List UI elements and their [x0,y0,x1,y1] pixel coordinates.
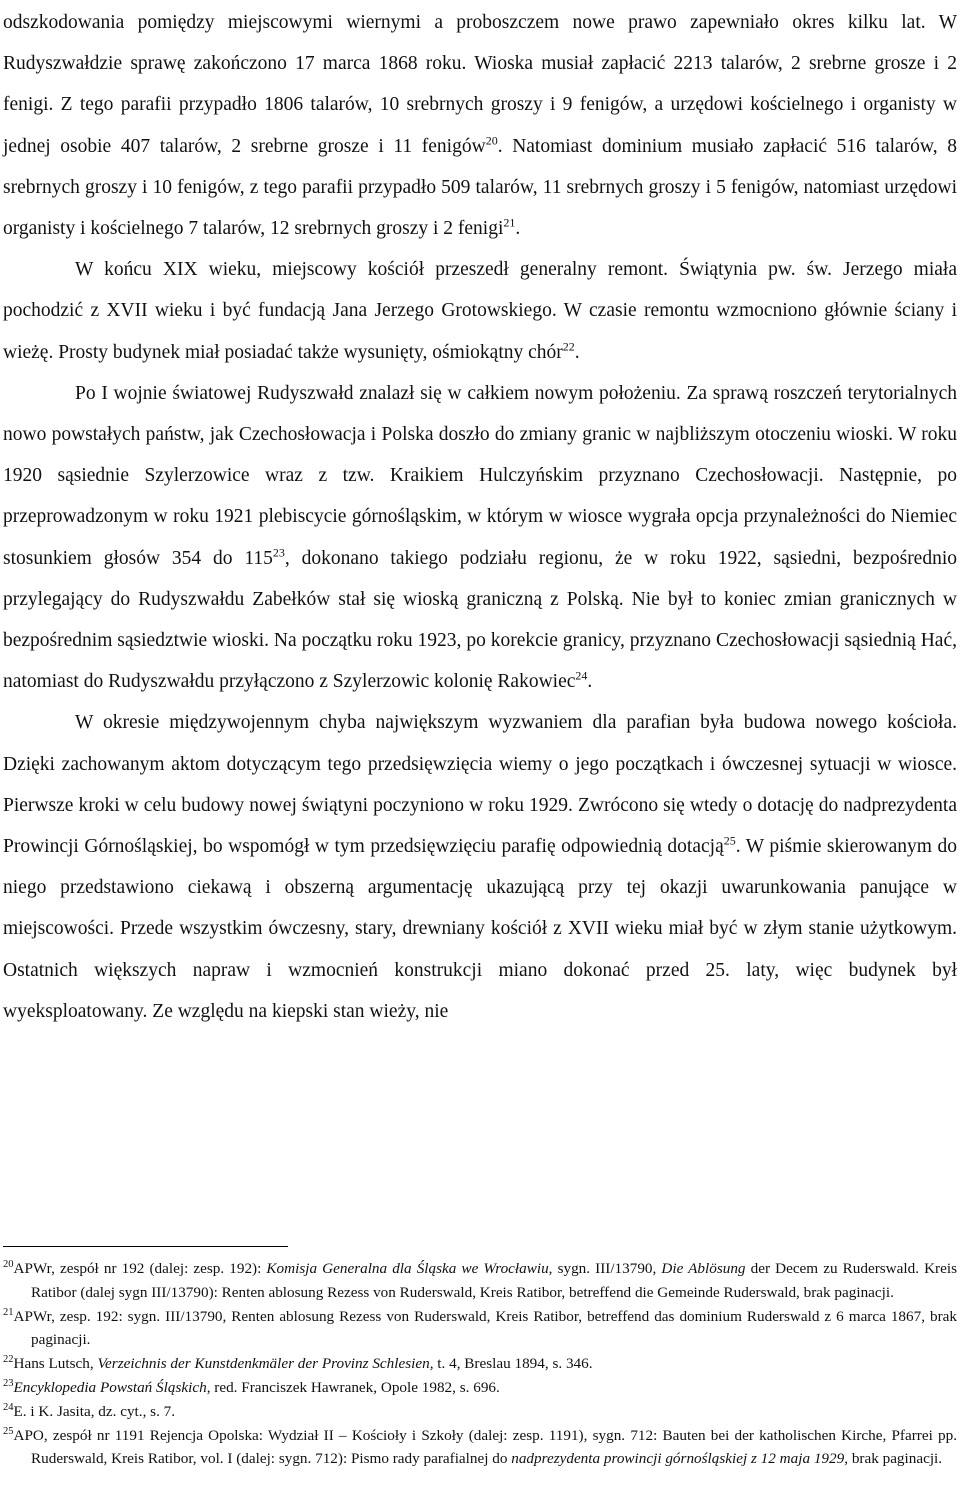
text: . [515,218,521,240]
main-text [3,2,957,1032]
text: E. i K. Jasita, dz. cyt., s. 7. [13,1402,176,1420]
text: , brak paginacji. [844,1450,943,1468]
footnote-ref[interactable]: 23 [272,545,285,560]
footnotes [3,1257,957,1471]
footnote-separator [3,1246,288,1247]
footnote-number: 24 [3,1401,14,1413]
italic-text: nadprezydenta prowincji górnośląskiej z 12 maja 1929 [511,1450,845,1468]
text: Po I wojnie światowej Rudyszwałd znalazł się w całkiem nowym położeniu. Za sprawą roszczeń terytorialnych nowo powstałych państw, jak Czechosłowacja i Polska doszło do zmiany granic w najbliższym otoczeniu wioski. W roku 1920 sąsiednie Szylerzowice wraz z tzw. Kraikiem Hulczyńskim przyznano Czechosłowacji. Następnie, po przeprowadzonym w roku 1921 plebiscycie górnośląskim, w którym w wiosce wygrała opcja przynależności do Niemiec stosunkiem głosów 354 do 115 [3,382,957,569]
footnote-ref[interactable]: 25 [723,833,736,848]
footnote-22 [3,1352,957,1376]
footnote-ref[interactable]: 22 [562,339,575,354]
text: , sygn. III/13790, [548,1260,662,1277]
italic-text: Die Ablösung [661,1260,746,1277]
text: Hans Lutsch, [13,1355,98,1373]
footnote-ref[interactable]: 20 [485,133,498,148]
footnote-25 [3,1424,957,1472]
paragraph [3,249,957,373]
footnote-24 [3,1400,957,1424]
footnote-number: 23 [3,1377,14,1389]
footnote-number: 21 [3,1306,14,1318]
text: , red. Franciszek Hawranek, Opole 1982, s. 696. [206,1378,500,1396]
footnote-number: 20 [3,1258,14,1270]
text: W końcu XIX wieku, miejscowy kościół przeszedł generalny remont. Świątynia pw. św. Jerzego miała pochodzić z XVII wieku i być fundacją Jana Jerzego Grotowskiego. W czasie remontu wzmocniono głównie ściany i wieżę. Prosty budynek miał posiadać także wysunięty, ośmiokątny chór [3,259,957,363]
italic-text: Encyklopedia Powstań Śląskich [13,1378,207,1396]
footnote-number: 22 [3,1354,14,1366]
footnote-ref[interactable]: 24 [575,668,588,683]
italic-text: Komisja Generalna dla Śląska we Wrocławiu [266,1260,549,1277]
text: APO, zespół nr 1191 Rejencja Opolska: Wydział II – Kościoły i Szkoły (dalej: zesp. 1191), sygn. 712: Bauten bei der katholischen Kirche, Pfarrei pp. Ruderswald, Kreis Ratibor, vol. I (dalej: sygn. 712): Pismo rady parafialnej do [13,1426,957,1468]
paragraph [3,373,957,703]
text: , dokonano takiego podziału regionu, że w roku 1922, sąsiedni, bezpośrednio przylegający do Rudyszwałdu Zabełków stał się wioską graniczną z Polską. Nie był to koniec zmian granicznych w bezpośrednim sąsiedztwie wioski. Na początku roku 1923, po korekcie granicy, przyznano Czechosłowacji sąsiednią Hać, natomiast do Rudyszwałdu przyłączono z Szylerzowic kolonię Rakowiec [3,547,958,693]
text: , t. 4, Breslau 1894, s. 346. [429,1355,593,1373]
text: APWr, zesp. 192: sygn. III/13790, Renten ablosung Rezess von Ruderswald, Kreis Ratibor, betreffend das dominium Ruderswald z 6 marca 1867, brak paginacji. [13,1307,957,1349]
text: . [587,671,593,693]
footnote-23 [3,1376,957,1400]
paragraph [3,2,957,249]
text: der Decem zu Ruderswald. Kreis Ratibor (dalej sygn III/13790): Renten ablosung Rezess von Ruderswald, Kreis Ratibor, betreffend die Gemeinde Ruderswald, brak paginacji. [31,1260,957,1301]
footnote-ref[interactable]: 21 [503,215,516,230]
italic-text: Verzeichnis der Kunstdenkmäler der Provinz Schlesien [97,1355,430,1373]
text: . [574,341,580,363]
text: . W piśmie skierowanym do niego przedstawiono ciekawą i obszerną argumentację ukazującą przy tej okazji uwarunkowania panujące w miejscowości. Przede wszystkim ówczesny, stary, drewniany kościół z XVII wieku miał być w złym stanie użytkowym. Ostatnich większych napraw i wzmocnień konstrukcji miano dokonać przed 25. laty, więc budynek był wyeksploatowany. Ze względu na kiepski stan wieży, nie [3,836,957,1022]
footnote-20 [3,1257,957,1305]
text: . Natomiast dominium musiało zapłacić 516 talarów, 8 srebrnych groszy i 10 fenigów, z tego parafii przypadło 509 talarów, 11 srebrnych groszy i 5 fenigów, natomiast urzędowi organisty i kościelnego 7 talarów, 12 srebrnych groszy i 2 fenigi [3,135,957,240]
text: W okresie międzywojennym chyba największym wyzwaniem dla parafian była budowa nowego kościoła. Dzięki zachowanym aktom dotyczącym tego przedsięwzięcia wiemy o jego początkach i ówczesnej sytuacji w wiosce. Pierwsze kroki w celu budowy nowej świątyni poczyniono w roku 1929. Zwrócono się wtedy o dotację do nadprezydenta Prowincji Górnośląskiej, bo wspomógł w tym przedsięwzięciu parafię odpowiednią dotacją [3,712,957,858]
footnote-21 [3,1305,957,1353]
footnote-number: 25 [3,1425,14,1437]
paragraph [3,702,957,1032]
text: APWr, zespół nr 192 (dalej: zesp. 192): [13,1260,267,1277]
text: odszkodowania pomiędzy miejscowymi wiernymi a proboszczem nowe prawo zapewniało okres kilku lat. W Rudyszwałdzie sprawę zakończono 17 marca 1868 roku. Wioska musiał zapłacić 2213 talarów, 2 srebrne grosze i 2 fenigi. Z tego parafii przypadło 1806 talarów, 10 srebrnych groszy i 9 fenigów, a urzędowi kościelnego i organisty w jednej osobie 407 talarów, 2 srebrne grosze i 11 fenigów [3,12,957,157]
